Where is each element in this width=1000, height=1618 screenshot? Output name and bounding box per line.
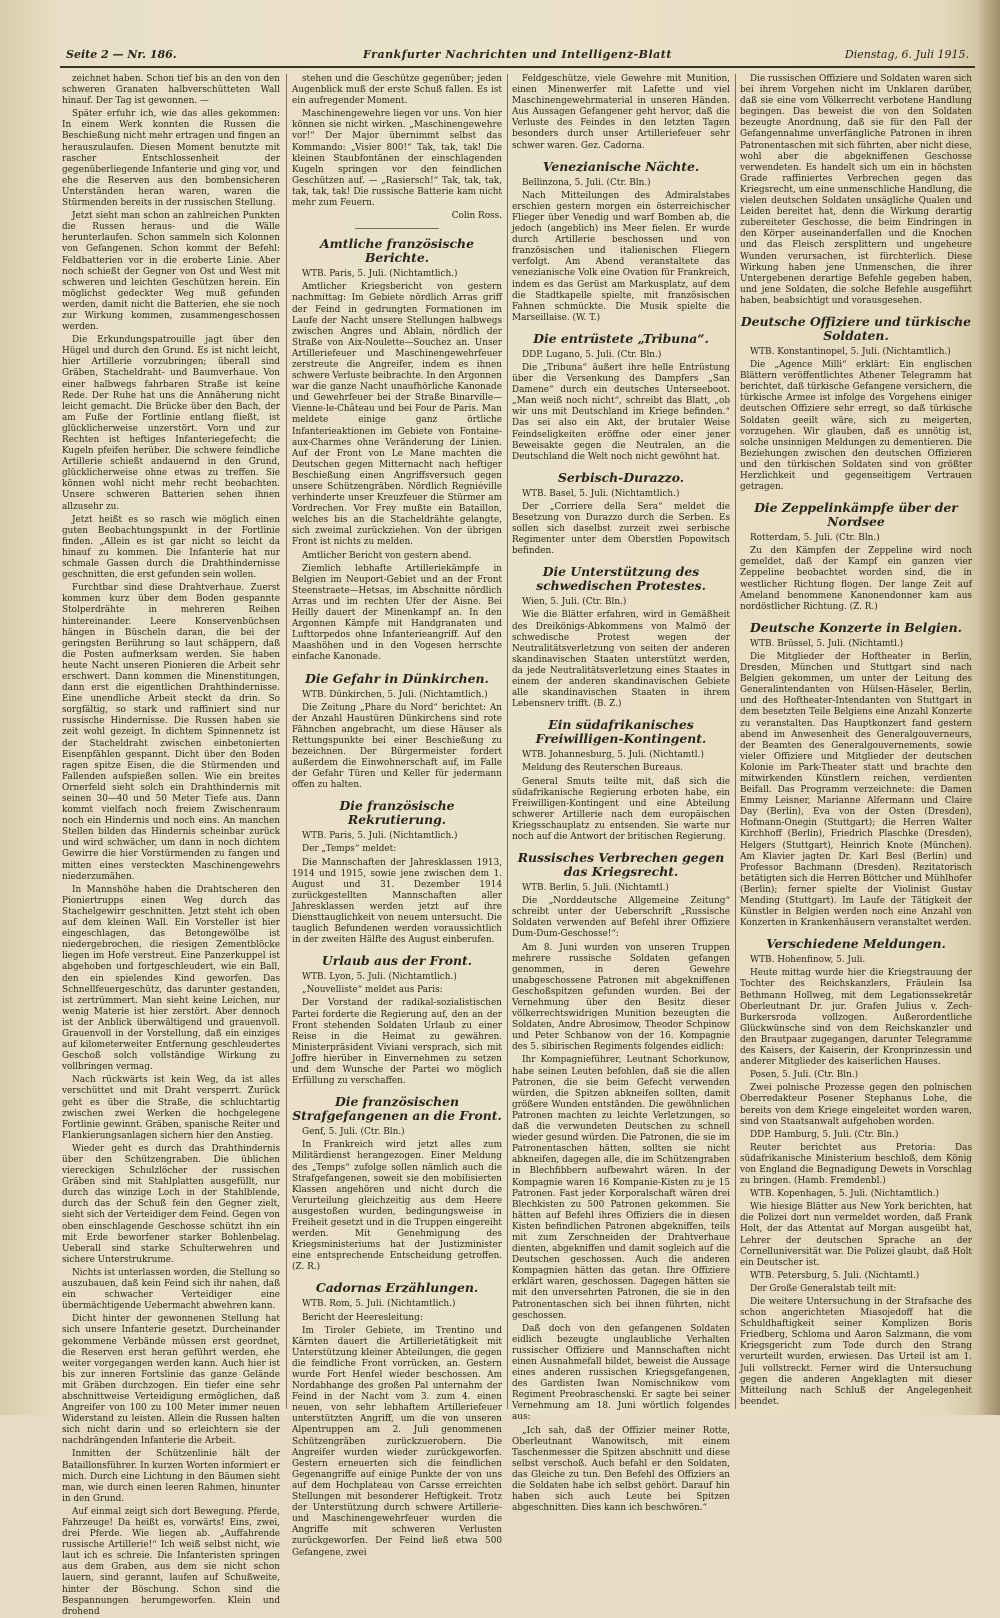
newspaper-title: Frankfurter Nachrichten und Intelligenz-Blatt <box>363 48 672 61</box>
paragraph: Dicht hinter der gewonnenen Stellung hat sich unsere Infanterie gesetzt. Durcheinander gekommene Verbände müssen erst geordnet, die Reserven erst heran geführt werden, ehe weiter vorgegangen werden kann. Auch hier ist bis zur inneren Fortslinie das ganze Gelände mit Gräben durchzogen. Ein tiefer eine sehr abschnittweise Verteidigung ermöglichen, daß Angreifer von 100 zu 100 Meter immer neuen Widerstand zu leisten. Allein die Russen halten sich nicht darin und so erleichtern sie der nachdrängenden Infanterie die Arbeit. <box>62 1314 280 1447</box>
paragraph: Später erfuhr ich, wie das alles gekommen: In einem Werk konnten die Russen die Beschießung nicht mehr ertragen und fingen an herauszulaufen. Diesen Moment benutzte mit rascher Entschlossenheit der gegenüberliegende Infanterie und ging vor, und ehe die Reserven aus den bombensicheren Unterständen heran waren, waren die Stürmenden bereits in der russischen Stellung. <box>62 109 280 209</box>
headline: Verschiedene Meldungen. <box>766 936 946 952</box>
paragraph: Der Große Generalstab teilt mit: <box>750 1283 897 1294</box>
paragraph: „Nouvelliste“ meldet aus Paris: <box>302 985 443 996</box>
paragraph: Wieder geht es durch das Drahthindernis über den Schützengraben. Die üblichen viereckigen Schulzlöcher der russischen Gräben sind mit Stahlplatten ausgefüllt, nur durch das winzige Loch in der Stahlblende, durch das der Schuß fein den Gegner zielt, sieht sich der Verteidiger dem Feind. Gegen von oben einschlagende Geschosse schützt ihn ein mit Erde beworfener starker Bohlenbelag. Ueberall sind starke Schulterwehren und sichere Unterstrukrume. <box>62 1143 280 1265</box>
paragraph: Amtlicher Kriegsbericht von gestern nachmittag: Im Gebiete nördlich Arras griff der Feind in gedrungten Formationen im Laufe der Nacht unsere Stellungen halbwegs zwischen Angres und Ablain, nördlich der Straße von Aix-Noulette—Souchez an. Unser Artilleriefeuer und Maschinengewehrfeuer zerstreute die Angreifer, indem es ihnen schwere Verluste beibrachte. In den Argonnen war die ganze Nacht unaufhörliche Kanonade und Gewehrfeuer bei der Straße Binarville—Vienne-le-Château und bei Four de Paris. Man meldete einige ganz örtliche Infanterieaktionen im Gebiete von Fontaine-aux-Charmes ohne Veränderung der Linien. Auf der Front von Le Mane machten die Deutschen gegen Mitternacht nach heftiger Beschießung einen Angriffsversuch gegen unsere Schützengräben. Nördlich Regniéville verhinderte unser Kreuzfeuer die Stürmer am Vordrechen. Vor Frey mußte ein Bataillon, welches bis an die Stacheldrähte gelangte, sich zweimal zurückziehen. Von der übrigen Front ist nichts zu melden. <box>292 282 502 548</box>
paragraph: General Smuts teilte mit, daß sich die südafrikanische Regierung erboten habe, ein Freiwilligen-Kontingent und eine Abteilung schwerer Artillerie nach dem europäischen Kriegsschauplatz zu entsenden. Sie warte nur noch auf die Antwort der britischen Regierung. <box>512 776 730 842</box>
column-1 <box>62 74 281 1617</box>
paragraph: Der „Temps“ meldet: <box>302 844 397 855</box>
paragraph: Der Vorstand der radikal-sozialistischen Partei forderte die Regierung auf, den an der Front stehenden Soldaten Urlaub zu einer Reise in die Heimat zu gewähren. Ministerpräsident Viviani versprach, sich mit Joffre hierüber in Einvernehmen zu setzen und dem Wunsche der Partei wo möglich Erfüllung zu verschaffen. <box>292 998 502 1087</box>
paragraph: Die „Tribuna“ äußert ihre helle Entrüstung über die Versenkung des Dampfers „San Damene“ durch ein deutsches Unterseeboot. „Man weiß noch nicht“, schreibt das Blatt, „ob wir uns mit Deutschland im Kriege befinden.“ Das sei also ein Akt, der brutaler Weise Feindseligkeiten eröffne oder einer jener Beweisakte gegen die Neutralen, an die Deutschland die Welt noch nicht gewöhnt hat. <box>512 362 730 462</box>
paragraph: Feldgeschütze, viele Gewehre mit Munition, einen Minenwerfer mit Lafette und viel Maschinengewehrmaterial in unseren Händen. Aus Aussagen Gefangener geht hervor, daß die Verluste des Feindes in den letzten Tagen besonders durch unser Artilleriefeuer sehr schwer waren. Gez. Cadorna. <box>512 74 730 151</box>
headline: Cadornas Erzählungen. <box>315 1280 479 1296</box>
paragraph: Nach rückwärts ist kein Weg, da ist alles verschüttet und mit Draht versperrt. Zurück geht es über die Straße, die schluchtartig zwischen zwei Werken die hochgelegene Fortlinie gewinnt. Gräben, spanische Reiter und Flankierungsanlagen sichern hier den Anstieg. <box>62 1075 280 1141</box>
issue-date: Dienstag, 6. Juli 1915. <box>844 48 969 61</box>
paragraph: Ihr Kompagnieführer, Leutnant Schorkunow, habe seinen Leuten befohlen, daß sie die allen Patronen, die sie beim Gefecht verwenden würden, die Spitzen abkneifen sollten, damit größere Wunden entständen. Die gewöhnlichen Patronen machten zu leichte Verletzungen, so daß die verwundeten Deutschen zu schnell wieder gesund würden. Die Patronen, die sie im Patronentaschen hätten, sollten sie nicht abkneifen, dagegen alle, die im Schützengraben in Blechfibbern aufbewahrt wären. In der Kompagnie waren 16 Kompanie-Kisten zu je 15 Patronen. Fast jeder Korporalschaft wären drei Blechkisten zu 500 Patronen gekommen. Sie hätten auf Befehl ihres Offiziers die in diesen Kisten befindlichen Patronen abgekniffen, teils mit zum Zerschneiden der Drahtverhaue dienten, abgekniffen und damit sogleich auf die Deutschen geschossen. Auch die anderen Kompagnien hätten das getan. Ihre Offiziere erklärt waren, geschossen. Dagegen hätten sie mit den unversehrten Patronen, die sie in den Patronentaschen sich bei ihnen führten, nicht geschossen. <box>512 1055 730 1321</box>
paragraph: Am 8. Juni wurden von unseren Truppen mehrere russische Soldaten gefangen genommen, in deren Gewehre unabgeschossene Patronen mit abgekniffenen Geschoßspitzen gefunden wurden. Bei der Vernehmung über den Besitz dieser völkerrechtswidrigen Munition bezeugten die Soldaten, Andre Abrosimow, Theodor Schpinow und Peter Schbanow von der 16. Kompagnie des 5. sibirischen Regiments folgendes eidlich: <box>512 942 730 1053</box>
headline: Die Gefahr in Dünkirchen. <box>305 670 489 686</box>
dateline: WTB. Berlin, 5. Juli. (Nichtamtl.) <box>522 883 669 894</box>
paragraph: Bericht der Heeresleitung: <box>302 1312 423 1323</box>
paragraph: Die Mitglieder der Hoftheater in Berlin, Dresden, München und Stuttgart sind nach Belgien gekommen, um unter der Leitung des Generalintendanten von Hülsen-Häseler, Berlin, und des Hoftheater-Intendanten von Stuttgart in dem besetzten Teile Belgiens eine Anzahl Konzerte zu veranstalten. Das Hauptkonzert fand gestern abend im Anwesenheit des Generalgouverneurs, der Beamten des Generalgouvernements, sowie vieler Offiziere und Mitglieder der deutschen Kolonie im Park-Theater statt und brachte den mitwirkenden Künstlern reichen, verdienten Beifall. Das Programm verzeichnete: die Damen Emmy Leisner, Marianne Alfermann und Claire Day (Berlin), Eva von der Osten (Dresden), Hofmann-Onegin (Stuttgart); die Herren Walter Kirchhoff (Berlin), Friedrich Plaschke (Dresden), Helgers (Stuttgart), Heinrich Knote (München). Am Klavier jagten Dr. Karl Besl (Berlin) und Professor Bachmann (Dresden). Rezitatorisch betätigten sich die Herren Böttcher und Mühlhofer (Berlin); ferner spielte der Violinist Gustav Mending (Stuttgart). Im Laufe der Tätigkeit der Künstler in Belgien werden noch eine Anzahl von Konzerten in Krankenhäusern veranstaltet werden. <box>740 651 972 929</box>
headline: Russisches Verbrechen gegen das Kriegsrecht. <box>517 850 725 880</box>
column-divider <box>286 74 287 1409</box>
dateline: Rotterdam, 5. Juli. (Ctr. Bln.) <box>750 533 880 544</box>
headline: Deutsche Offiziere und türkische Soldaten. <box>740 313 972 343</box>
headline: Die Unterstützung des schwedischen Protestes. <box>536 564 706 594</box>
headline: Deutsche Konzerte in Belgien. <box>750 619 962 635</box>
paragraph: Die Zeitung „Phare du Nord“ berichtet: An der Anzahl Haustüren Dünkirchens sind rote Fähnchen angebracht, um diese Häuser als Rettungspunkte bei einer Beschießung zu bezeichnen. Der Bürgermeister fordert außerdem die Einwohnerschaft auf, im Falle der Gefahr Türen und Keller für jedermann offen zu halten. <box>292 702 502 791</box>
paragraph: „Ich sah, daß der Offizier meiner Rotte, Oberleutnant Wanowitsch, mit einem Taschenmesser die Spitzen abschnitt und diese selbst verschoß. Auch befahl er den Soldaten, das Gleiche zu tun. Den Befehl des Offiziers an die Soldaten habe ich selbst gehört. Darauf hin haben sich auch Leute bei Spitzen abgeschnitten. Dies kann ich beschwören.“ <box>512 1425 730 1514</box>
paragraph: Die russischen Offiziere und Soldaten waren sich bei ihrem Vorgehen nicht im Unklaren darüber, daß sie eine vom Völkerrecht verbotene Handlung begingen. Das beweist die von den Soldaten bezeugte Anordnung, daß sie für den Fall der Gefangennahme unverfängliche Patronen in ihren Patronentaschen mit sich führten, aber nicht diese, wohl aber die abgekniffenen Geschosse verwendeten. Es handelt sich um ein in höchsten Grade raffiniertes Verbrechen gegen das Kriegsrecht, um eine unmenschliche Handlung, die vielen deutschen Soldaten unsägliche Qualen und Leiden bereitet hat, denn die Wirkung derartig zubereiteter Geschosse, die beim Eindringen in den Körper auseinanderfallen und die Knochen und das Fleisch zersplittern und ungeheure Wunden verursachen, ist fürchterlich. Diese Wirkung haben jene Unmenschen, die ihrer Untergebenen derartige Befehle gegeben haben, und jene Soldaten, die solche Befehle ausgeführt haben, beabsichtigt und vorausgesehen. <box>740 74 972 306</box>
paragraph: Reuter berichtet aus Pretoria: Das südafrikanische Ministerium beschloß, dem König von England die Begnadigung Dewets in Vorschlag zu bringen. (Hamb. Fremdenbl.) <box>740 1142 972 1187</box>
paragraph: Nach Mitteilungen des Admiralstabes erschien gestern morgen ein österreichischer Flieger über Venedig und warf Bomben ab, die jedoch (angeblich) ins Meer fielen. Er wurde durch Artillerie beschossen und von französischen und italienischen Fliegern verfolgt. Am Abend veranstaltete das venezianische Volk eine Ovation für Frankreich, indem es das Gerüst am Markusplatz, auf dem die Stadtkapelle spielte, mit französischen Fahnen schmückte. Die Musik spielte die Marseillaise. (W. T.) <box>512 190 730 323</box>
dateline: Bellinzona, 5. Juli. (Ctr. Bln.) <box>522 177 651 188</box>
page-header <box>60 44 975 68</box>
dateline: WTB. Basel, 5. Juli. (Nichtamtlich.) <box>522 488 680 499</box>
paragraph: Die Mannschaften der Jahresklassen 1913, 1914 und 1915, sowie jene zwischen dem 1. August und 31. Dezember 1914 zurückgestellten Mannschaften aller Jahresklassen werden jetzt auf ihre Diensttauglichkeit von neuem untersucht. Die tauglich Befundenen werden voraussichtlich in der zweiten Hälfte des August einberufen. <box>292 857 502 946</box>
headline: Amtliche französische Berichte. <box>320 236 474 266</box>
dateline: DDP. Hamburg, 5. Juli. (Ctr. Bln.) <box>750 1129 899 1140</box>
dateline: WTB. Lyon, 5. Juli. (Nichtamtlich.) <box>302 972 457 983</box>
headline: Die entrüstete „Tribuna“. <box>533 330 709 346</box>
paragraph: Die Erkundungspatrouille jagt über den Hügel und durch den Grund. Es ist nicht leicht, hier Artillerie vorzubringen; überall sind Gräben, Stacheldraht- und Baumverhaue. Von einer halbwegs fahrbaren Straße ist keine Rede. Der Ruhe hat uns die Annäherung nicht leicht gemacht. Die Brücke über den Bach, der am Fuße der Fortlinie entlang fließt, ist glücklicherweise unzerstört. Vorn und zur Rechten ist heftiges Infanteriegefecht; die Kugeln pfeifen herüber. Die schwere feindliche Artillerie schießt andauernd in den Grund, glücklicherweise ohne etwas zu treffen. Sie können wohl nicht mehr recht beobachten. Unsere schweren Batterien sehen ihnen allzusehr zu. <box>62 335 280 512</box>
column-divider <box>507 74 508 1409</box>
dateline: DDP. Lugano, 5. Juli. (Ctr. Bln.) <box>522 349 662 360</box>
paragraph: Jetzt heißt es so rasch wie möglich einen guten Beobachtungspunkt in der Fortlinie finden. „Allein es ist gar nicht so leicht da hinauf zu kommen. Die Infanterie hat nur schmale Gassen durch die Drahthindernisse geschnitten, die erst gefunden sein wollen. <box>62 514 280 581</box>
author-signature: Colin Ross. <box>451 211 502 222</box>
paragraph: Jetzt sieht man schon an zahlreichen Punkten die Russen heraus- und die Wälle herunterlaufen. Schon sammeln sich Kolonnen von Gefangenen. Schon kommt der Befehl: Feldbatterien vor in die eroberte Linie. Aber noch schießt der Gegner von Ost und West mit schweren und leichten Geschützen herein. Ein möglichst gedeckter Weg muß gefunden werden, damit nicht die Batterien, ehe sie noch zur Wirkung kommen, zusammengeschossen werden. <box>62 211 280 333</box>
paragraph: zeichnet haben. Schon tief bis an den von den schweren Granaten halbverschütteten Wall hinauf. Der Tag ist gewonnen. — <box>62 74 280 107</box>
paragraph: Ziemlich lebhafte Artilleriekämpfe in Belgien im Neuport-Gebiet und an der Front Steenstraete—Hetsas, im Abschnitte nördlich Arras und im rechten Ufer der Aisne. Bei Heilly dauert der Minenkampf an. In den Argonnen Kämpfe mit Handgranaten und Lufttorpedos ohne Infanterieangriff. Auf den Maashöhen und in den Vogesen herrschte einfache Kanonade. <box>292 563 502 663</box>
paragraph: Im Tiroler Gebiete, im Trentino und Kärnten dauert die Artillerietätigkeit mit Unterstützung kleiner Abteilungen, die gegen die feindliche Front vorrücken, an. Gestern wurde Fort Henfel wieder beschossen. Am Nordabhange des großen Pal unternahm der Feind in der Nacht vom 3. zum 4. einen neuen, von sehr lebhaftem Artilleriefeuer unterstützten Angriff, um die von unseren Alpentruppen am 2. Juli genommenen Schützengräben zurückzuerobern. Die Angreifer wurden wieder zurückgeworfen. Gestern erneuerten sich die feindlichen Gegenangriffe auf einige Punkte der von uns auf dem Hochplateau von Carsse erreichten Stellungen mit besonderer Heftigkeit. Trotz der Unterstützung durch schwere Artillerie- und Maschinengewehrfeuer wurden die Angriffe mit schweren Verlusten zurückgeworfen. Der Feind ließ etwa 500 Gefangene, zwei <box>292 1325 502 1558</box>
page-edge-shadow <box>976 0 1000 1415</box>
paragraph: Maschinengewehre liegen vor uns. Von hier können sie nicht wirken. „Maschinengewehre vor!“ Der Major übernimmt selbst das Kommando: „Visier 800!“ Tak, tak, tak! Die kleinen Staubfontänen der einschlagenden Kugeln springen vor den feindlichen Geschützen auf. — „Rasiersch!“ Tak, tak, tak, tak, tak, tak! Die russische Batterie kam nicht mehr zum Feuern. <box>292 109 502 209</box>
column-4 <box>740 74 972 1409</box>
page-number-label: Seite 2 — Nr. 186. <box>66 48 177 61</box>
headline: Die französische Rekrutierung. <box>339 798 455 828</box>
dateline: WTB. Hohenfinow, 5. Juli. <box>750 955 866 966</box>
dateline: WTB. Paris, 5. Juli. (Nichtamtlich.) <box>302 269 458 280</box>
paragraph: Furchtbar sind diese Drahtverhaue. Zuerst kommen kurz über dem Boden gespannte Stolperdrähte in mehreren Reihen hintereinander. Leere Konservenbüchsen hängen in Büscheln daran, die bei der geringsten Berührung so laut schäppern, daß die Posten aufmerksam werden. Sie haben heute Nacht unseren Pionieren die Arbeit sehr erschwert. Dann kommen die Minenstitungen, dann erst die eigentlichen Drahthindernisse. Eine unendliche Arbeit steckt da drin. So sorgfältig, so stark und raffiniert sind nur russische Hindernisse. Die Russen haben sie zeit wohl gezeigt. In dichtem Spinnennetz ist der Stacheldraht zwischen einbetonierten Eisenpfählen gespannt. Dicht über den Boden ragen spitze Eisen, die die Stürmenden und Fallenden aufspießen sollen. Wie ein breites Ornerfeld sieht solch ein Drahthindernis mit seinen 30—40 und 50 Meter Tiefe aus. Dann kommt vielfach noch freiem Zwischenraum noch ein Hindernis und noch eins. An manchen Stellen bilden das Hindernis scheinbar zurück und wird schwächer, um dann in noch dichtem Gewirre die hier Vorstürmenden zu fangen und mitten eines versteckten Maschinengewehrs niederzumähen. <box>62 583 280 882</box>
paragraph: Wie hiesige Blätter aus New York berichten, hat die Polizei dort nun vermeldet worden, daß Frank Holt, der das Attentat auf Morgan ausgeübt hat, Lehrer der deutschen Sprache an der Cornelluniversität war. Die Polizei glaubt, daß Holt ein Deutscher ist. <box>740 1202 972 1268</box>
paragraph: Zu den Kämpfen der Zeppeline wird noch gemeldet, daß der Kampf ein ganzen vier Zeppeline beobachtet worden sind, die in westlicher Richtung flogen. Der lange Zeit auf Ameland benommene Kanonendonner kam aus nordöstlicher Richtung. (Z. R.) <box>740 546 972 612</box>
paragraph: Amtlicher Bericht von gestern abend. <box>302 550 472 561</box>
dateline: Wien, 5. Juli. (Ctr. Bln.) <box>522 597 627 608</box>
column-divider <box>735 74 736 1409</box>
headline: Die Zeppelinkämpfe über der Nordsee <box>754 500 958 530</box>
paragraph: Heute mittag wurde hier die Kriegstrauung der Tochter des Reichskanzlers, Fräulein Isa Bethmann Hollweg, mit dem Legationssekretär Oberleutnant Dr. jur. Grafen Julius v. Zech-Burkersroda vollzogen. Außerordentliche Glückwünsche sind von dem Reichskanzler und den Brautpaar zugegangen, darunter Telegramme des Kaisers, der Kaiserin, der Kronprinzessin und anderer Mitglieder des kaiserlichen Hauses. <box>740 968 972 1068</box>
paragraph: Die weitere Untersuchung in der Strafsache des schon angerichteten Miasojedoff hat die Schuldhaftigkeit seiner Komplizen Boris Friedberg, Schloma und Aaron Salzmann, die vom Kriegsgericht zum Tode durch den Strang verurteilt wurden, erwiesen. Das Urteil ist am 1. Juli vollstreckt. Ferner wird die Untersuchung gegen die anderen Angeklagten mit dieser Mitteilung nach Schluß der Angelegenheit beendet. <box>740 1297 972 1407</box>
paragraph: Zwei polnische Prozesse gegen den polnischen Oberredakteur Posener Stephanus Lohe, die bereits von dem Kriege eingeleitet worden waren, sind von Staatsanwalt aufgehoben worden. <box>740 1083 972 1127</box>
paragraph: Wie die Blätter erfahren, wird in Gemäßheit des Dreikönigs-Abkommens von Malmö der schwedische Protest wegen der Neutralitätsverletzung von seiten der anderen skandinavischen Staaten unterstützt werden, da jede Neutralitätsverletzung eines Staates in einem der anderen skandinavischen Gebiete alle skandinavischen Staaten in ihrem Lebensnerv trifft. (B. Z.) <box>512 610 730 710</box>
article-war-report-continued <box>62 74 280 1618</box>
paragraph: Daß doch von den gefangenen Soldaten eidlich bezeugte unglaubliche Verhalten russischer Offiziere und Mannschaften nicht einen Ausnahmefall bildet, beweist die Aussage eines anderen russischen Kriegsgefangenen, des Gardisten Iwan Nomischnikow vom Regiment Preobraschenski. Er sagte bei seiner Vernehmung am 18. Juni wörtlich folgendes aus: <box>512 1323 730 1423</box>
paragraph: Nichts ist unterlassen worden, die Stellung so auszubauen, daß kein Feind sich ihr nahen, daß ein schwacher Verteidiger eine übermächtigende Uebermacht abwehren kann. <box>62 1267 281 1312</box>
dateline: WTB. Brüssel, 5. Juli. (Nichtamtl.) <box>750 638 904 649</box>
headline: Serbisch-Durazzo. <box>557 469 685 485</box>
dateline: WTB. Rom, 5. Juli. (Nichtamtlich.) <box>302 1299 456 1310</box>
dateline: WTB. Paris, 5. Juli. (Nichtamtlich.) <box>302 831 458 842</box>
paragraph: In Frankreich wird jetzt alles zum Militärdienst herangezogen. Einer Meldung des „Temps“ zufolge sollen nämlich auch die Strafgefangenen, soweit sie den mobilisierten Klassen angehören und nicht durch die Verurteilung gleichzeitig aus dem Heere ausgestoßen wurden, bedingungsweise in Freiheit gesetzt und in die Truppen eingereiht werden. Mit Genehmigung des Kriegsministeriums hat der Justizminister eine entsprechende Entscheidung getroffen. (Z. R.) <box>292 1140 502 1273</box>
dateline: WTB. Johannesburg, 5. Juli. (Nichtamtl.) <box>522 750 704 761</box>
headline: Ein südafrikanisches Freiwilligen-Kontingent. <box>535 717 707 747</box>
paragraph: Die „Agence Milli“ erklärt: Ein englischen Blättern veröffentlichtes Athener Telegramm hat berichtet, daß türkische Gefangene versichern, die türkische Armee ist infolge des Vorgehens einiger deutschen Offiziere sehr erregt, so daß türkische Soldaten geeilt wäre, sich zu meigerten, vorzugehen. Wir glauben, daß es unnötig ist, solche unsinnigen Meldungen zu dementieren. Die Beziehungen zwischen den deutschen Offizieren und den türkischen Soldaten sind von größter Herzlichkeit und gegenseitigem Vertrauen getragen. <box>740 360 972 493</box>
headline: Urlaub aus der Front. <box>321 953 473 969</box>
dateline: WTB. Kopenhagen, 5. Juli. (Nichtamtlich.) <box>750 1189 940 1200</box>
paragraph: Inmitten der Schützenlinie hält der Bataillonsführer. In kurzen Worten informiert er mich. Durch eine Lichtung in den Bäumen sieht man, wie durch einen leeren Rahmen, hinunter in den Grund. <box>62 1449 280 1504</box>
headline: Die französischen Strafgefangenen an die Front. <box>292 1094 502 1124</box>
paragraph: Meldung des Reuterschen Bureaus. <box>522 763 683 774</box>
paragraph: stehen und die Geschütze gegenüber; jeden Augenblick muß der erste Schuß fallen. Es ist ein aufregender Moment. <box>292 74 502 107</box>
paragraph: Auf einmal zeigt sich dort Bewegung. Pferde, Fahrzeuge! Da heißt es, vorwärts! Eins, zwei, drei Pferde. Wie liegen ab. „Auffahrende russische Artillerie!“ Ich weiß selbst nicht, wie laut ich es schreie. Die Infanteristen springen aus dem Graben, aus dem sie nicht schon lauern, sind gerannt, laufen auf Schußweite, hinter der Böschung. Schon sind die Bespannungen herumgeworfen. Klein und drohend <box>62 1506 280 1617</box>
dateline: Posen, 5. Juli. (Ctr. Bln.) <box>750 1070 859 1081</box>
paragraph: Der „Corriere della Sera“ meldet die Besetzung von Durazzo durch die Serben. Es sollen sich daselbst zurzeit zwei serbische Regimenter unter dem Oberstlen Popowitsch befinden. <box>512 501 730 557</box>
paragraph: Die „Norddeutsche Allgemeine Zeitung“ schreibt unter der Ueberschrift „Russische Soldaten verwenden auf Befehl ihrer Offiziere Dum-Dum-Geschosse!“: <box>512 896 730 940</box>
section-separator <box>355 228 439 229</box>
column-2 <box>292 74 502 1558</box>
dateline: WTB. Petersburg, 5. Juli. (Nichtamtl.) <box>750 1270 920 1281</box>
headline: Venezianische Nächte. <box>542 158 700 174</box>
paragraph: In Mannshöhe haben die Drahtscheren den Pioniertrupps einen Weg durch das Stachelgewirr geschnitten. Jetzt steht ich oben auf dem kleinen Wall. Ein Vorsteller ist hier eingeschlagen, das Betongewölbe ist niedergebrochen, die riesigen Zementblöcke liegen im Hofe verstreut. Eine Panzerkuppel ist abgehoben und fortgeschleudert, wie ein Ball, den ein spielendes Kind geworfen. Das Schnellfeuergeschütz, das darunter gestanden, ist zertrümmert. Man sieht keine Leichen, nur wenig Materie ist hier zerstört. Aber dennoch ist der Anblick überwältigend und grauenvoll. Grauenvoll in der Vorstellung, daß ein einziges auf kilometerweiter Entfernung geschleudertes Geschoß solch vollständige Wirkung zu vollbringen vermag. <box>62 884 280 1073</box>
dateline: WTB. Konstantinopel, 5. Juli. (Nichtamtlich.) <box>750 346 951 357</box>
dateline: WTB. Dünkirchen, 5. Juli. (Nichtamtlich.) <box>302 689 488 700</box>
dateline: Genf, 5. Juli. (Ctr. Bln.) <box>302 1127 405 1138</box>
column-3 <box>512 74 730 1514</box>
